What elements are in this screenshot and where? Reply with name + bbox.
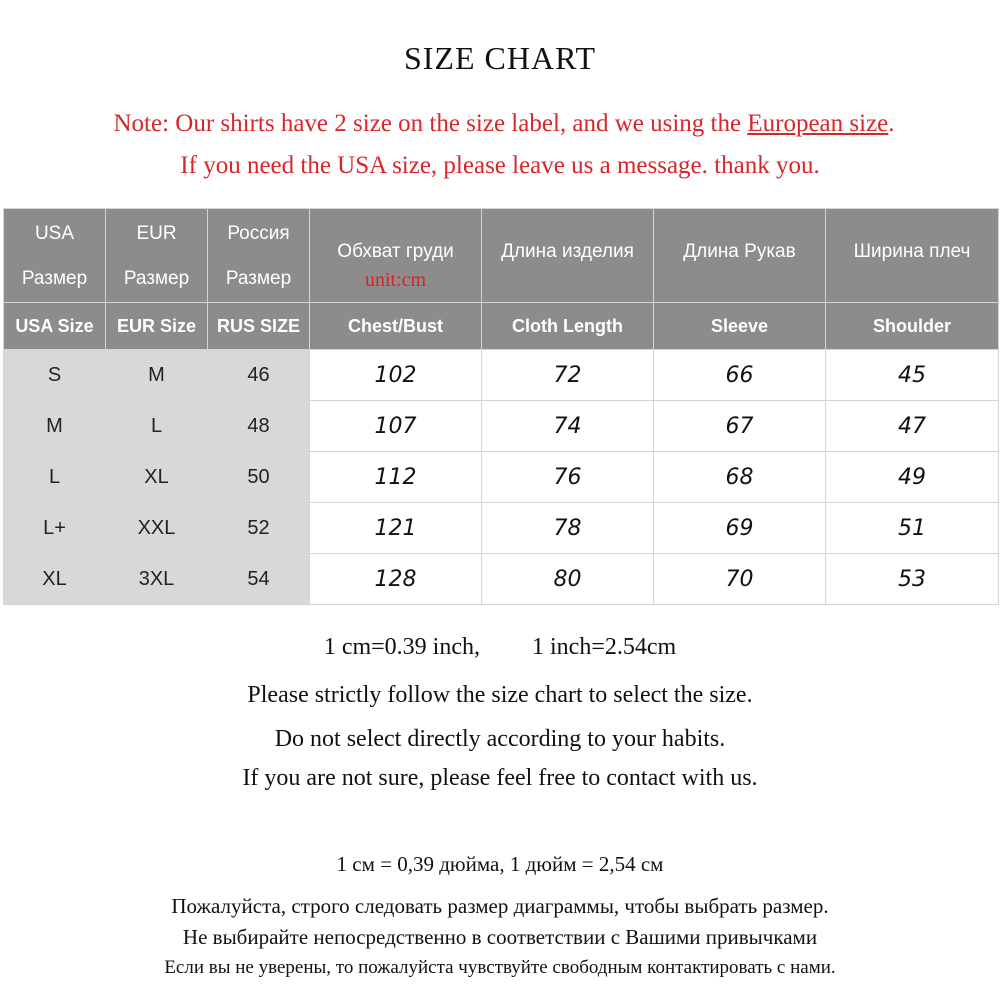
table-cell: 54 [208,554,310,605]
table-cell: 107 [310,401,482,452]
table-cell: 121 [310,503,482,554]
header-shoulder-ru [826,209,999,303]
table-cell: 48 [208,401,310,452]
conversion-en [0,634,1000,661]
size-note-line-2: If you need the USA size, please leave us a message. thank you. [180,152,820,179]
instruction-en-3: If you are not sure, please feel free to contact with us. [242,765,758,791]
size-note-line-1 [0,110,1000,138]
table-cell: 45 [826,350,999,401]
header-cell-text: Россия [227,222,290,244]
cm-to-inch: 1 cm=0.39 inch, [323,634,480,660]
table-cell: 52 [208,503,310,554]
table-cell: 68 [654,452,826,503]
header-cell-text: Обхват груди [337,240,454,262]
table-cell: 3XL [106,554,208,605]
header-chest-ru [310,209,482,303]
header-length: Cloth Length [482,303,654,350]
table-header-row-ru [4,209,999,303]
table-header-row-en [4,303,999,350]
header-usa-ru [4,209,106,303]
unit-label: unit:cm [364,268,427,291]
table-cell: XL [106,452,208,503]
european-size-link: European size [747,110,889,137]
table-cell: XXL [106,503,208,554]
table-cell: M [106,350,208,401]
header-eur-size: EUR Size [106,303,208,350]
header-cell-text: Длина Рукав [683,241,796,262]
header-sleeve: Sleeve [654,303,826,350]
table-cell: M [4,401,106,452]
header-sleeve-ru [654,209,826,303]
table-cell: 66 [654,350,826,401]
header-cell-text: Размер [123,267,190,289]
header-cell-text: USA [34,222,75,244]
instruction-ru-1: Пожалуйста, строго следовать размер диаграммы, чтобы выбрать размер. [171,894,829,918]
header-length-ru [482,209,654,303]
size-table [3,208,999,605]
header-cell-text: EUR [136,222,177,244]
table-cell: 74 [482,401,654,452]
header-usa-size: USA Size [4,303,106,350]
table-cell: 53 [826,554,999,605]
table-cell: 76 [482,452,654,503]
page-title: SIZE CHART [403,40,597,76]
header-cell-text: Размер [21,267,88,289]
table-cell: 72 [482,350,654,401]
table-cell: 112 [310,452,482,503]
table-cell: 70 [654,554,826,605]
instruction-en-1: Please strictly follow the size chart to select the size. [247,682,753,708]
table-cell: 102 [310,350,482,401]
header-cell-text: Ширина плеч [853,241,971,262]
table-cell: XL [4,554,106,605]
header-chest: Chest/Bust [310,303,482,350]
conversion-ru: 1 см = 0,39 дюйма, 1 дюйм = 2,54 см [336,852,664,876]
table-cell: 46 [208,350,310,401]
table-cell: 80 [482,554,654,605]
table-cell: 78 [482,503,654,554]
table-cell: 50 [208,452,310,503]
header-rus-size: RUS SIZE [208,303,310,350]
header-rus-ru [208,209,310,303]
table-row [4,350,999,401]
table-cell: L [4,452,106,503]
table-cell: L+ [4,503,106,554]
table-cell: 67 [654,401,826,452]
table-row [4,503,999,554]
table-cell: 49 [826,452,999,503]
note-period: . [888,110,895,137]
instruction-ru-3: Если вы не уверены, то пожалуйста чувствуйте свободным контактировать с нами. [164,957,836,978]
table-row [4,554,999,605]
table-row [4,401,999,452]
header-cell-text: Размер [225,267,292,289]
table-row [4,452,999,503]
header-shoulder: Shoulder [826,303,999,350]
table-cell: 47 [826,401,999,452]
header-eur-ru [106,209,208,303]
table-cell: 51 [826,503,999,554]
instruction-en-2: Do not select directly according to your habits. [274,726,726,752]
table-cell: 69 [654,503,826,554]
header-cell-text: Длина изделия [501,241,634,262]
inch-to-cm: 1 inch=2.54cm [532,634,677,660]
table-cell: 128 [310,554,482,605]
instruction-ru-2: Не выбирайте непосредственно в соответствии с Вашими привычками [182,925,818,949]
note-text: Note: Our shirts have 2 size on the size label, and we using the [113,110,748,137]
table-cell: L [106,401,208,452]
table-cell: S [4,350,106,401]
